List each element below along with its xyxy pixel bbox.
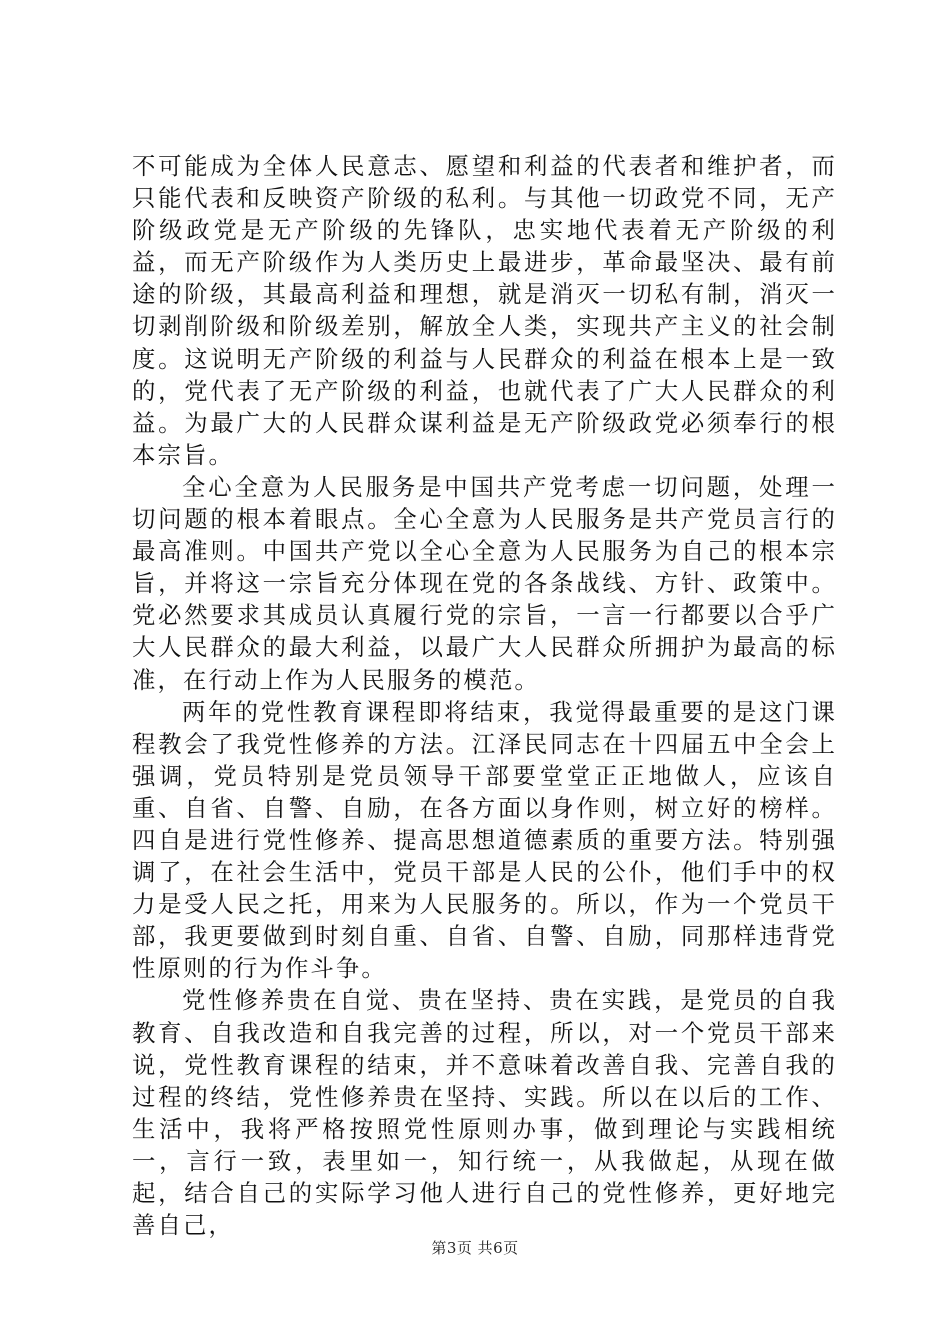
document-body	[132, 150, 837, 1241]
paragraph-1: 不可能成为全体人民意志、愿望和利益的代表者和维护者，而只能代表和反映资产阶级的私利。与其他一切政党不同，无产阶级政党是无产阶级的先锋队，忠实地代表着无产阶级的利益，而无产阶级作为人类历史上最进步，革命最坚决、最有前途的阶级，其最高利益和理想，就是消灭一切私有制，消灭一切剥削阶级和阶级差别，解放全人类，实现共产主义的社会制度。这说明无产阶级的利益与人民群众的利益在根本上是一致的，党代表了无产阶级的利益，也就代表了广大人民群众的利益。为最广大的人民群众谋利益是无产阶级政党必须奉行的根本宗旨。	[132, 152, 837, 469]
paragraph-3: 两年的党性教育课程即将结束，我觉得最重要的是这门课程教会了我党性修养的方法。江泽民同志在十四届五中全会上强调，党员特别是党员领导干部要堂堂正正地做人，应该自重、自省、自警、自励，在各方面以身作则，树立好的榜样。四自是进行党性修养、提高思想道德素质的重要方法。特别强调了，在社会生活中，党员干部是人民的公仆，他们手中的权力是受人民之托，用来为人民服务的。所以，作为一个党员干部，我更要做到时刻自重、自省、自警、自励，同那样违背党性原则的行为作斗争。	[132, 697, 837, 983]
page-number-footer: 第3页 共6页	[431, 1239, 519, 1257]
paragraph-4: 党性修养贵在自觉、贵在坚持、贵在实践，是党员的自我教育、自我改造和自我完善的过程，所以，对一个党员干部来说，党性教育课程的结束，并不意味着改善自我、完善自我的过程的终结，党性修养贵在坚持、实践。所以在以后的工作、生活中，我将严格按照党性原则办事，做到理论与实践相统一，言行一致，表里如一，知行统一，从我做起，从现在做起，结合自己的实际学习他人进行自己的党性修养，更好地完善自己，	[132, 986, 837, 1240]
paragraph-2: 全心全意为人民服务是中国共产党考虑一切问题，处理一切问题的根本着眼点。全心全意为人民服务是共产党员言行的最高准则。中国共产党以全心全意为人民服务为自己的根本宗旨，并将这一宗旨充分体现在党的各条战线、方针、政策中。党必然要求其成员认真履行党的宗旨，一言一行都要以合乎广大人民群众的最大利益，以最广大人民群众所拥护为最高的标准，在行动上作为人民服务的模范。	[132, 472, 837, 694]
